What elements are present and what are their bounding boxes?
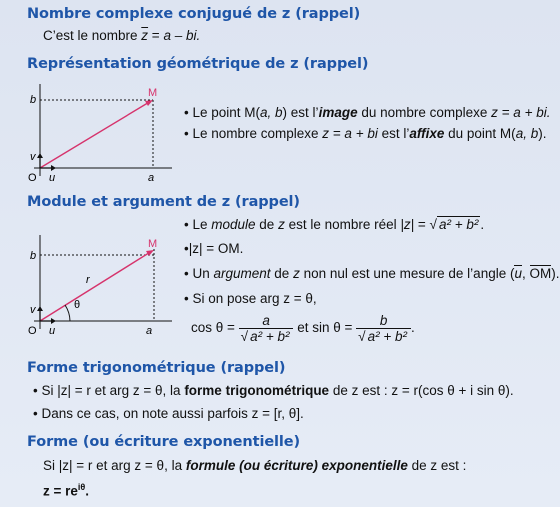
label-v: v: [30, 151, 36, 163]
text: • Un: [184, 266, 214, 281]
module-bullet-4: • Si on pose arg z = θ,: [184, 291, 317, 306]
label-b: b: [30, 94, 37, 106]
numerator: a: [262, 313, 270, 328]
text: affixe: [409, 126, 445, 141]
vector-om-text: OM: [529, 266, 552, 281]
text: z = a + bi.: [491, 105, 551, 120]
heading-expo: Forme (ou écriture exponentielle): [27, 434, 301, 450]
module-bullet-1: • Le module de z est le nombre réel |z| = √ a² + b² .: [184, 217, 485, 232]
figure-representation: [26, 80, 176, 182]
text: de z est :: [407, 458, 467, 473]
angle-arc: [65, 305, 70, 321]
text: est le nombre réel: [284, 217, 401, 232]
vector-om: [40, 251, 152, 321]
sin-fraction: [356, 313, 411, 344]
text: a, b: [260, 105, 283, 120]
sqrt-content: a² + b²: [367, 329, 407, 344]
cos-sin-formula: [191, 313, 415, 344]
text: du point M(: [444, 126, 516, 141]
label-o: O: [28, 325, 37, 337]
text: ).: [538, 126, 547, 141]
conjugue-expr: a – bi.: [163, 28, 201, 43]
text: z: [293, 266, 300, 281]
text: • Le point M(: [184, 105, 261, 120]
expo-line-1: [43, 458, 466, 473]
text: est l’: [377, 126, 410, 141]
text: ).: [551, 266, 560, 281]
label-o: O: [28, 172, 37, 184]
text: • Si |z| = r et arg z = θ, la: [33, 383, 185, 398]
text: • Le: [184, 217, 212, 232]
vector-u-head: [51, 318, 56, 324]
vector-u-head: [51, 165, 56, 171]
vector-v-head: [37, 153, 43, 158]
trigo-bullet-1: [33, 383, 514, 398]
text: non nul est une mesure de l’angle (: [299, 266, 515, 281]
label-m: M: [148, 87, 158, 99]
eq: =: [148, 28, 164, 43]
conjugue-prefix: C’est le nombre: [43, 28, 142, 43]
label-r: r: [86, 274, 90, 286]
text: et: [297, 320, 313, 336]
label-b: b: [30, 250, 37, 262]
module-bullet-2: •|z| = OM.: [184, 241, 244, 256]
representation-bullet-2: [184, 126, 546, 141]
label-a: a: [148, 172, 155, 184]
heading-trigo: Forme trigonométrique (rappel): [27, 360, 286, 376]
text: de: [255, 217, 279, 232]
text: =: [414, 217, 430, 232]
numerator: b: [379, 313, 388, 328]
denominator: √ a² + b²: [356, 328, 411, 344]
text: de z est : z = r(cos θ + i sin θ).: [329, 383, 514, 398]
text: |z|: [400, 217, 415, 232]
text: .: [480, 217, 485, 232]
label-u: u: [49, 172, 56, 184]
sqrt-content: a² + b²: [250, 329, 290, 344]
text: argument: [213, 266, 271, 281]
text: formule (ou écriture) exponentielle: [185, 458, 408, 473]
representation-bullet-1: [184, 105, 550, 120]
text: z = a + bi: [322, 126, 378, 141]
text: a, b: [515, 126, 539, 141]
vector-om-head: [145, 100, 153, 106]
exponent: iθ: [77, 482, 86, 492]
text: .: [85, 483, 90, 499]
text: ) est l’: [282, 105, 319, 120]
label-u: u: [49, 325, 56, 337]
zbar: $\overline{z}$: [141, 28, 149, 43]
text: module: [211, 217, 256, 232]
text: du nombre complexe: [357, 105, 492, 120]
text: .: [411, 320, 415, 336]
text: image: [318, 105, 358, 120]
text: z = re: [43, 483, 78, 499]
trigo-bullet-2: • Dans ce cas, on note aussi parfois z = [r, θ].: [33, 406, 304, 421]
text: de: [270, 266, 294, 281]
conjugue-text: [43, 28, 200, 43]
text: z: [278, 217, 285, 232]
label-m: M: [148, 238, 158, 250]
label-v: v: [30, 304, 36, 316]
figure-module: [26, 231, 176, 335]
heading-conjugue: Nombre complexe conjugué de z (rappel): [27, 6, 361, 22]
module-bullet-3: [184, 266, 560, 281]
text: ,: [521, 266, 530, 281]
cos-fraction: [239, 313, 294, 344]
vector-u-text: u: [514, 266, 522, 281]
denominator: √ a² + b²: [239, 328, 294, 344]
text: forme trigonométrique: [184, 383, 330, 398]
heading-module: Module et argument de z (rappel): [27, 194, 300, 210]
text: • Le nombre complexe: [184, 126, 323, 141]
label-a: a: [146, 325, 153, 337]
heading-representation: Représentation géométrique de z (rappel): [27, 56, 369, 72]
vector-om: [40, 101, 151, 168]
sqrt-content: a² + b²: [438, 217, 479, 232]
text: cos θ =: [191, 320, 239, 336]
vector-v-head: [37, 306, 43, 311]
text: sin θ =: [312, 320, 357, 336]
text: Si |z| = r et arg z = θ, la: [43, 458, 186, 473]
label-theta: θ: [74, 299, 81, 311]
expo-line-2: [43, 482, 89, 499]
